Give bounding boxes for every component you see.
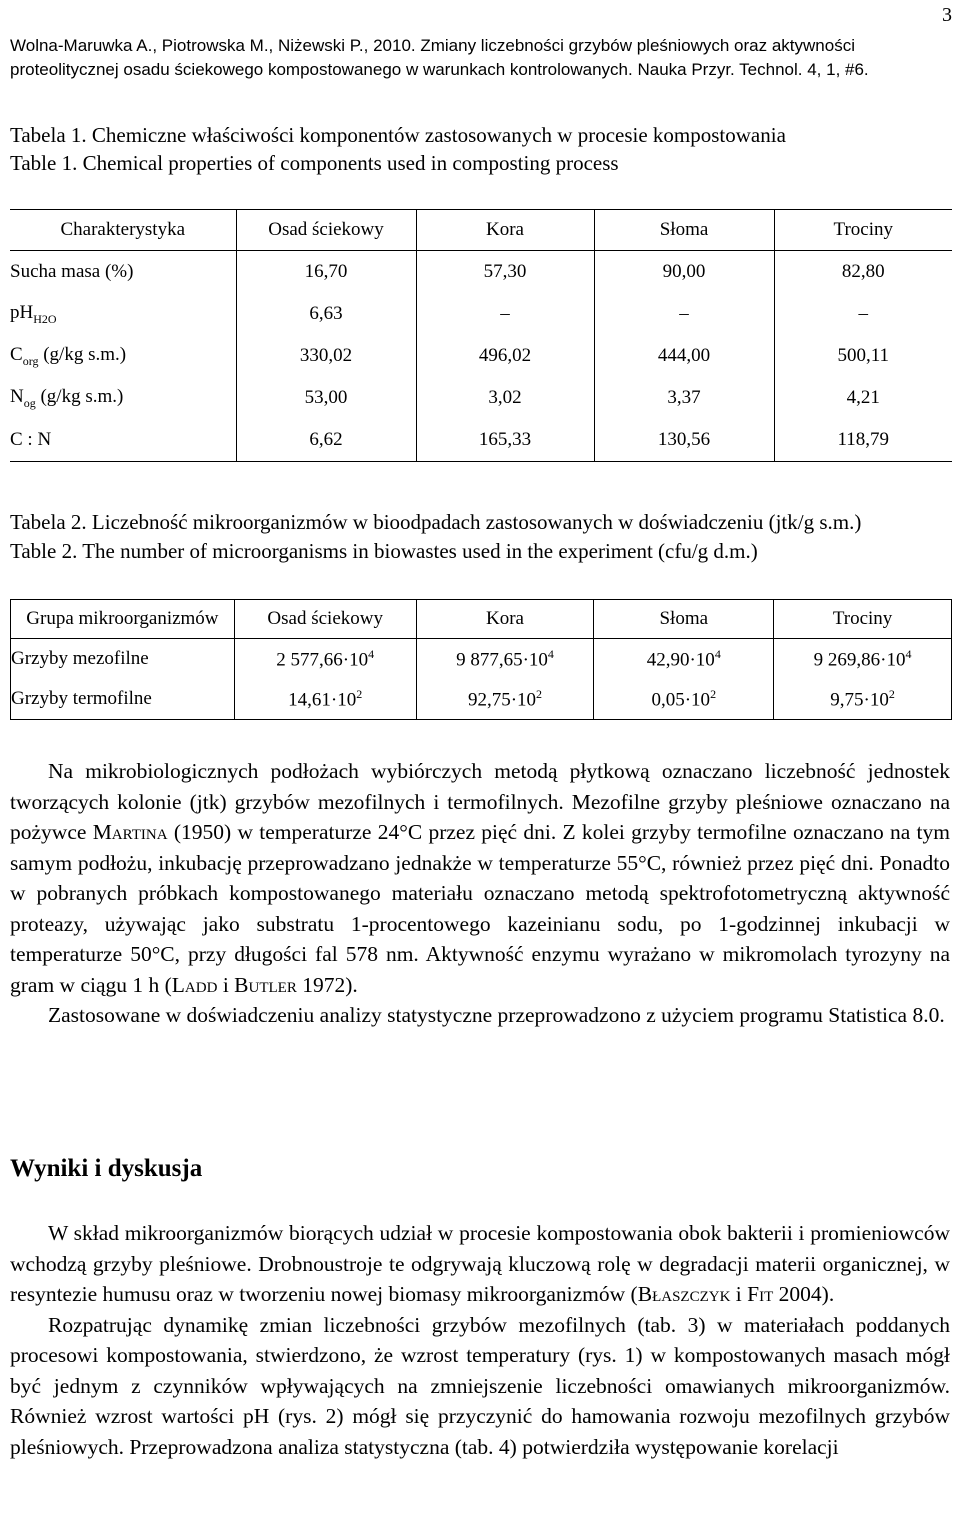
table-cell: 53,00 (236, 377, 416, 419)
table-cell: 444,00 (594, 335, 774, 377)
paragraph: Rozpatrując dynamikę zmian liczebności grzybów mezofilnych (tab. 3) w materiałach poddanych procesowi kompostowania, stwierdzono, że wzrost temperatury (rys. 1) w kompostowanych masach mógł być jednym z czynników wpływających na zmniejszenie liczebności omawianych mikroorganizmów. Również wzrost wartości pH (rys. 2) mógł się przyczynić do hamowania rozwoju mezofilnych grzybów pleśniowych. Przeprowadzona analiza statystyczna (tab. 4) potwierdziła występowanie korelacji (10, 1312, 950, 1459)
paragraph: Na mikrobiologicznych podłożach wybiórczych metodą płytkową oznaczano liczebność jednostek tworzących kolonie (jtk) grzybów mezofilnych i termofilnych. Mezofilne grzyby pleśniowe oznaczano na pożywce Martina (1950) w temperaturze 24°C przez pięć dni. Z kolei grzyby termofilne oznaczano na tym samym podłożu, inkubację przeprowadzano jednakże w temperaturze 55°C, również przez pięć dni. Ponadto w pobranych próbkach kompostowanego materiału oznaczano metodą spektrofotometryczną aktywność proteazy, używając jako substratu 1-procentowego kazeinianu sodu, po 1-godzinnej inkubacji w temperaturze 50°C, przy długości fal 578 nm. Aktywność enzymu wyrażano w mikromolach tyrozyny na gram w ciągu 1 h (Ladd i Butler 1972). (10, 759, 950, 997)
table2-header: Trociny (774, 600, 952, 639)
row-label: $pH_{H2O}$ (10, 293, 236, 335)
row-label: $N_{og}$ (g/kg s.m.) (10, 377, 236, 419)
table-cell: – (858, 303, 868, 324)
table1-header-row (10, 210, 952, 251)
table-cell: – (594, 293, 774, 335)
table1-header: Charakterystyka (10, 210, 236, 251)
row-label: $C_{org}$ (g/kg s.m.) (10, 335, 236, 377)
citation-line-1: Wolna-Maruwka A., Piotrowska M., Niżewski P., 2010. Zmiany liczebności grzybów pleśniowych oraz aktywności (10, 36, 855, 55)
table1-caption-pl: Tabela 1. Chemiczne właściwości komponentów zastosowanych w procesie kompostowania (10, 123, 786, 147)
table1-caption-en: Table 1. Chemical properties of components used in composting process (10, 151, 619, 175)
table-cell: 130,56 (594, 419, 774, 462)
table-cell: $0,05\cdot 10^2$ (594, 679, 774, 720)
table-cell: 118,79 (774, 419, 952, 462)
table-row (11, 639, 952, 680)
row-label: C : N (10, 419, 236, 462)
table-cell: $92,75\cdot 10^2$ (416, 679, 594, 720)
table1-header: Trociny (774, 210, 952, 251)
table-row (11, 679, 952, 720)
section-heading: Wyniki i dyskusja (10, 1155, 203, 1182)
table-cell: $42,90\cdot 10^4$ (594, 639, 774, 680)
table-cell: 9 $877,65\cdot 10^4$ (416, 639, 594, 680)
table-row (10, 251, 952, 294)
table2-header: Osad ściekowy (234, 600, 416, 639)
table2-caption-en: Table 2. The number of microorganisms in biowastes used in the experiment (cfu/g d.m.) (10, 539, 758, 563)
table1-header: Kora (416, 210, 594, 251)
table-cell: – (416, 293, 594, 335)
row-label: Sucha masa (%) (10, 251, 236, 294)
table-cell: 2 $577,66\cdot 10^4$ (234, 639, 416, 680)
table-cell: $14,61\cdot 10^2$ (234, 679, 416, 720)
table-cell: 57,30 (416, 251, 594, 294)
table-row (10, 335, 952, 377)
citation-line-2: proteolitycznej osadu ściekowego kompostowanego w warunkach kontrolowanych. Nauka Przyr. Technol. 4, 1, #6. (10, 60, 869, 79)
table-1 (10, 209, 952, 462)
table-cell: 82,80 (841, 261, 885, 282)
table1-header: Osad ściekowy (236, 210, 416, 251)
table2-header-row (11, 600, 952, 639)
paragraph: Zastosowane w doświadczeniu analizy statystyczne przeprowadzono z użyciem programu Statistica 8.0. (48, 1003, 945, 1027)
methods-text (10, 756, 950, 1031)
table-cell: 16,70 (236, 251, 416, 294)
page-number: 3 (942, 4, 952, 26)
table-row (10, 419, 952, 462)
table-row (10, 377, 952, 419)
table-cell: 6,63 (236, 293, 416, 335)
table-2 (10, 599, 952, 720)
table2-header: Kora (416, 600, 594, 639)
citation-header (10, 34, 940, 82)
table-cell: 165,33 (416, 419, 594, 462)
table2-caption-pl: Tabela 2. Liczebność mikroorganizmów w bioodpadach zastosowanych w doświadczeniu (jtk/g s.m.) (10, 510, 862, 534)
table-cell: 330,02 (236, 335, 416, 377)
table-cell: 496,02 (416, 335, 594, 377)
results-text (10, 1218, 950, 1462)
table-cell: 6,62 (236, 419, 416, 462)
paragraph: W skład mikroorganizmów biorących udział w procesie kompostowania obok bakterii i promieniowców wchodzą grzyby pleśniowe. Drobnoustroje te odgrywają kluczową rolę w degradacji materii organicznej, w resyntezie humusu oraz w tworzeniu nowej biomasy mikroorganizmów (Błaszczyk i Fit 2004). (10, 1221, 950, 1306)
table-cell: 9 $269,86\cdot 10^4$ (774, 639, 952, 680)
table-row (10, 293, 952, 335)
table2-header: Grupa mikroorganizmów (11, 600, 235, 639)
table-cell: 500,11 (837, 345, 890, 366)
table2-header: Słoma (594, 600, 774, 639)
table1-header: Słoma (594, 210, 774, 251)
row-label: Grzyby termofilne (11, 679, 235, 720)
table-cell: 4,21 (846, 387, 880, 408)
table-cell: $9,75\cdot 10^2$ (774, 679, 952, 720)
table-cell: 3,02 (416, 377, 594, 419)
row-label: Grzyby mezofilne (11, 639, 235, 680)
table-cell: 90,00 (594, 251, 774, 294)
table-cell: 3,37 (594, 377, 774, 419)
